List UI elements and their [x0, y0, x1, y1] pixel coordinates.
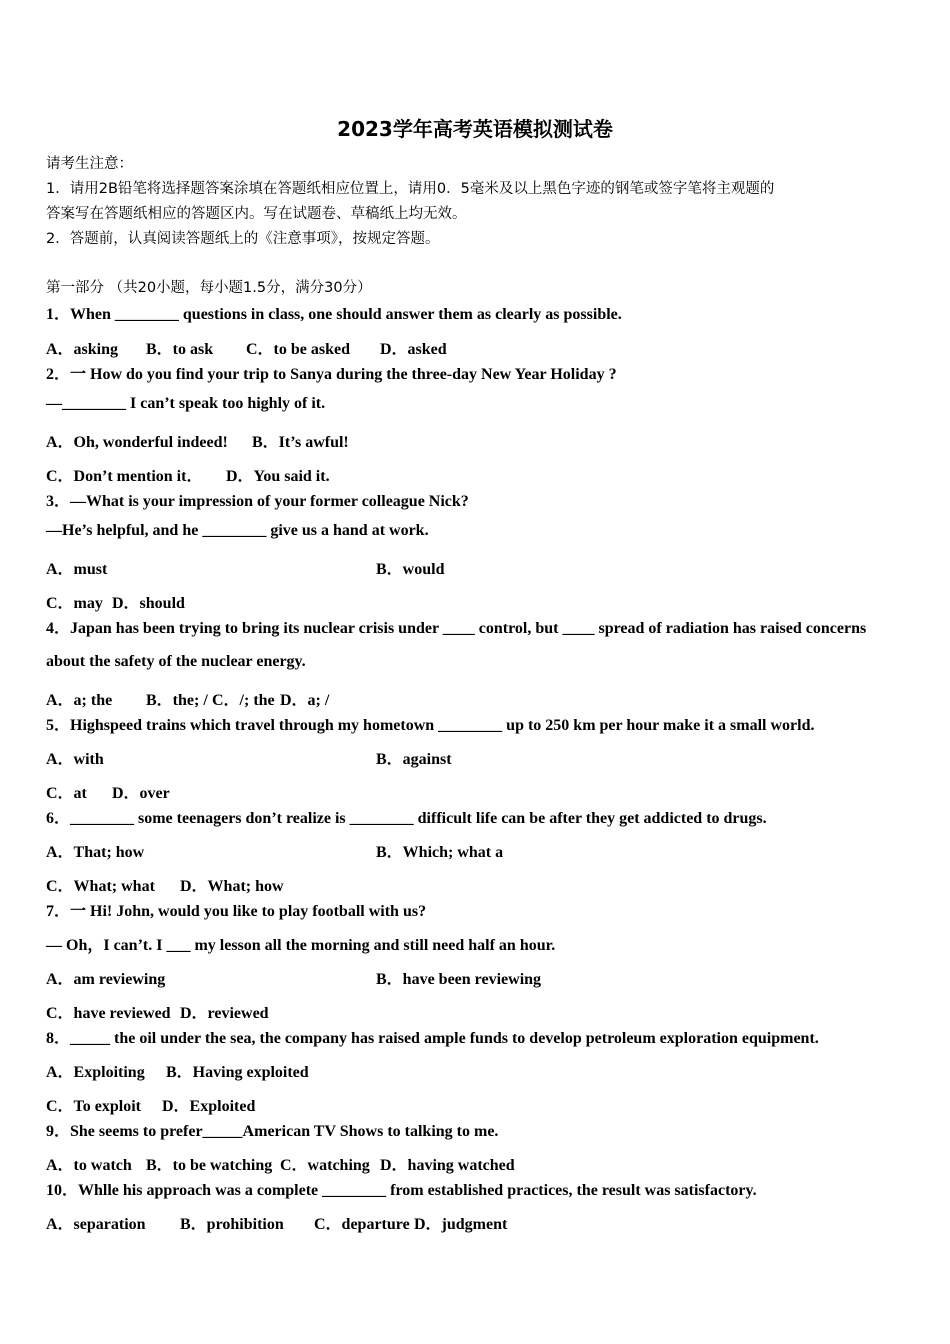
q9-option-d: D．having watched — [380, 1157, 515, 1174]
exam-title: 2023学年高考英语模拟测试卷 — [337, 117, 613, 141]
q2-option-d: D．You said it. — [226, 468, 330, 485]
q1-option-d: D．asked — [380, 341, 447, 358]
q2-option-a: A．Oh, wonderful indeed! — [46, 434, 228, 451]
q7-option-b: B．have been reviewing — [376, 971, 542, 988]
q10-option-d: D．judgment — [414, 1216, 508, 1233]
q7-option-c: C．have reviewed — [46, 1005, 171, 1022]
q2-option-c: C．Don’t mention it． — [46, 468, 203, 485]
q2-option-b: B．It’s awful! — [252, 434, 349, 451]
question-2-reply: —________ I can’t speak too highly of it. — [46, 395, 326, 412]
q5-option-b: B．against — [376, 751, 452, 768]
q4-option-a: A．a; the — [46, 692, 113, 709]
q4-option-d: D．a; / — [280, 692, 330, 709]
question-7-reply: — Oh，I can’t. I ___ my lesson all the morning and still need half an hour. — [46, 937, 556, 954]
q6-option-a: A．That; how — [46, 844, 145, 861]
q1-option-a: A．asking — [46, 341, 119, 358]
q10-option-a: A．separation — [46, 1216, 146, 1233]
q3-option-a: A．must — [46, 561, 108, 578]
question-4-stem-cont: about the safety of the nuclear energy. — [46, 653, 306, 670]
q6-option-c: C．What; what — [46, 878, 155, 895]
q8-option-d: D．Exploited — [162, 1098, 256, 1115]
q10-option-c: C．departure — [314, 1216, 410, 1233]
question-9-stem: 9．She seems to prefer_____American TV Shows to talking to me. — [46, 1123, 499, 1140]
question-1-stem: 1．When ________ questions in class, one should answer them as clearly as possible. — [46, 306, 622, 323]
q4-option-c: C．/; the — [212, 692, 275, 709]
q5-option-c: C．at — [46, 785, 87, 802]
q9-option-a: A．to watch — [46, 1157, 132, 1174]
q4-option-b: B．the; / — [146, 692, 208, 709]
q8-option-a: A．Exploiting — [46, 1064, 145, 1081]
q3-option-c: C．may — [46, 595, 103, 612]
question-5-stem: 5．Highspeed trains which travel through my hometown ________ up to 250 km per hour make it a small world. — [46, 717, 815, 734]
q6-option-b: B．Which; what a — [376, 844, 504, 861]
q5-option-d: D．over — [112, 785, 170, 802]
notice-line-1-cont: 答案写在答题纸相应的答题区内。写在试题卷、草稿纸上均无效。 — [46, 206, 467, 222]
question-2-stem: 2．一 How do you find your trip to Sanya during the three-day New Year Holiday ? — [46, 366, 617, 383]
q6-option-d: D．What; how — [180, 878, 284, 895]
q10-option-b: B．prohibition — [180, 1216, 284, 1233]
q1-option-b: B．to ask — [146, 341, 214, 358]
question-8-stem: 8．_____ the oil under the sea, the company has raised ample funds to develop petroleum exploration equipment. — [46, 1030, 819, 1047]
question-6-stem: 6．________ some teenagers don’t realize is ________ difficult life can be after they get addicted to drugs. — [46, 810, 767, 827]
part-heading: 第一部分 （共20小题，每小题1.5分，满分30分） — [46, 280, 372, 296]
q3-option-d: D．should — [112, 595, 185, 612]
q7-option-a: A．am reviewing — [46, 971, 166, 988]
q1-option-c: C．to be asked — [246, 341, 351, 358]
q9-option-b: B．to be watching — [146, 1157, 273, 1174]
q8-option-c: C．To exploit — [46, 1098, 141, 1115]
question-3-reply: —He’s helpful, and he ________ give us a hand at work. — [46, 522, 429, 539]
question-10-stem: 10．Whlle his approach was a complete ________ from established practices, the result was satisfactory. — [46, 1182, 757, 1199]
q5-option-a: A．with — [46, 751, 104, 768]
q7-option-d: D．reviewed — [180, 1005, 269, 1022]
q9-option-c: C．watching — [280, 1157, 370, 1174]
q8-option-b: B．Having exploited — [166, 1064, 309, 1081]
q3-option-b: B．would — [376, 561, 445, 578]
notice-line-2: 2．答题前，认真阅读答题纸上的《注意事项》，按规定答题。 — [46, 231, 440, 247]
notice-heading: 请考生注意： — [46, 156, 133, 172]
question-3-stem: 3．—What is your impression of your former colleague Nick? — [46, 493, 469, 510]
question-7-stem: 7．一 Hi! John, would you like to play football with us? — [46, 903, 427, 920]
notice-line-1: 1．请用2B铅笔将选择题答案涂填在答题纸相应位置上，请用0．5毫米及以上黑色字迹的钢笔或签字笔将主观题的 — [46, 181, 775, 197]
question-4-stem: 4．Japan has been trying to bring its nuclear crisis under ____ control, but ____ spread of radiation has raised concerns — [46, 620, 867, 637]
